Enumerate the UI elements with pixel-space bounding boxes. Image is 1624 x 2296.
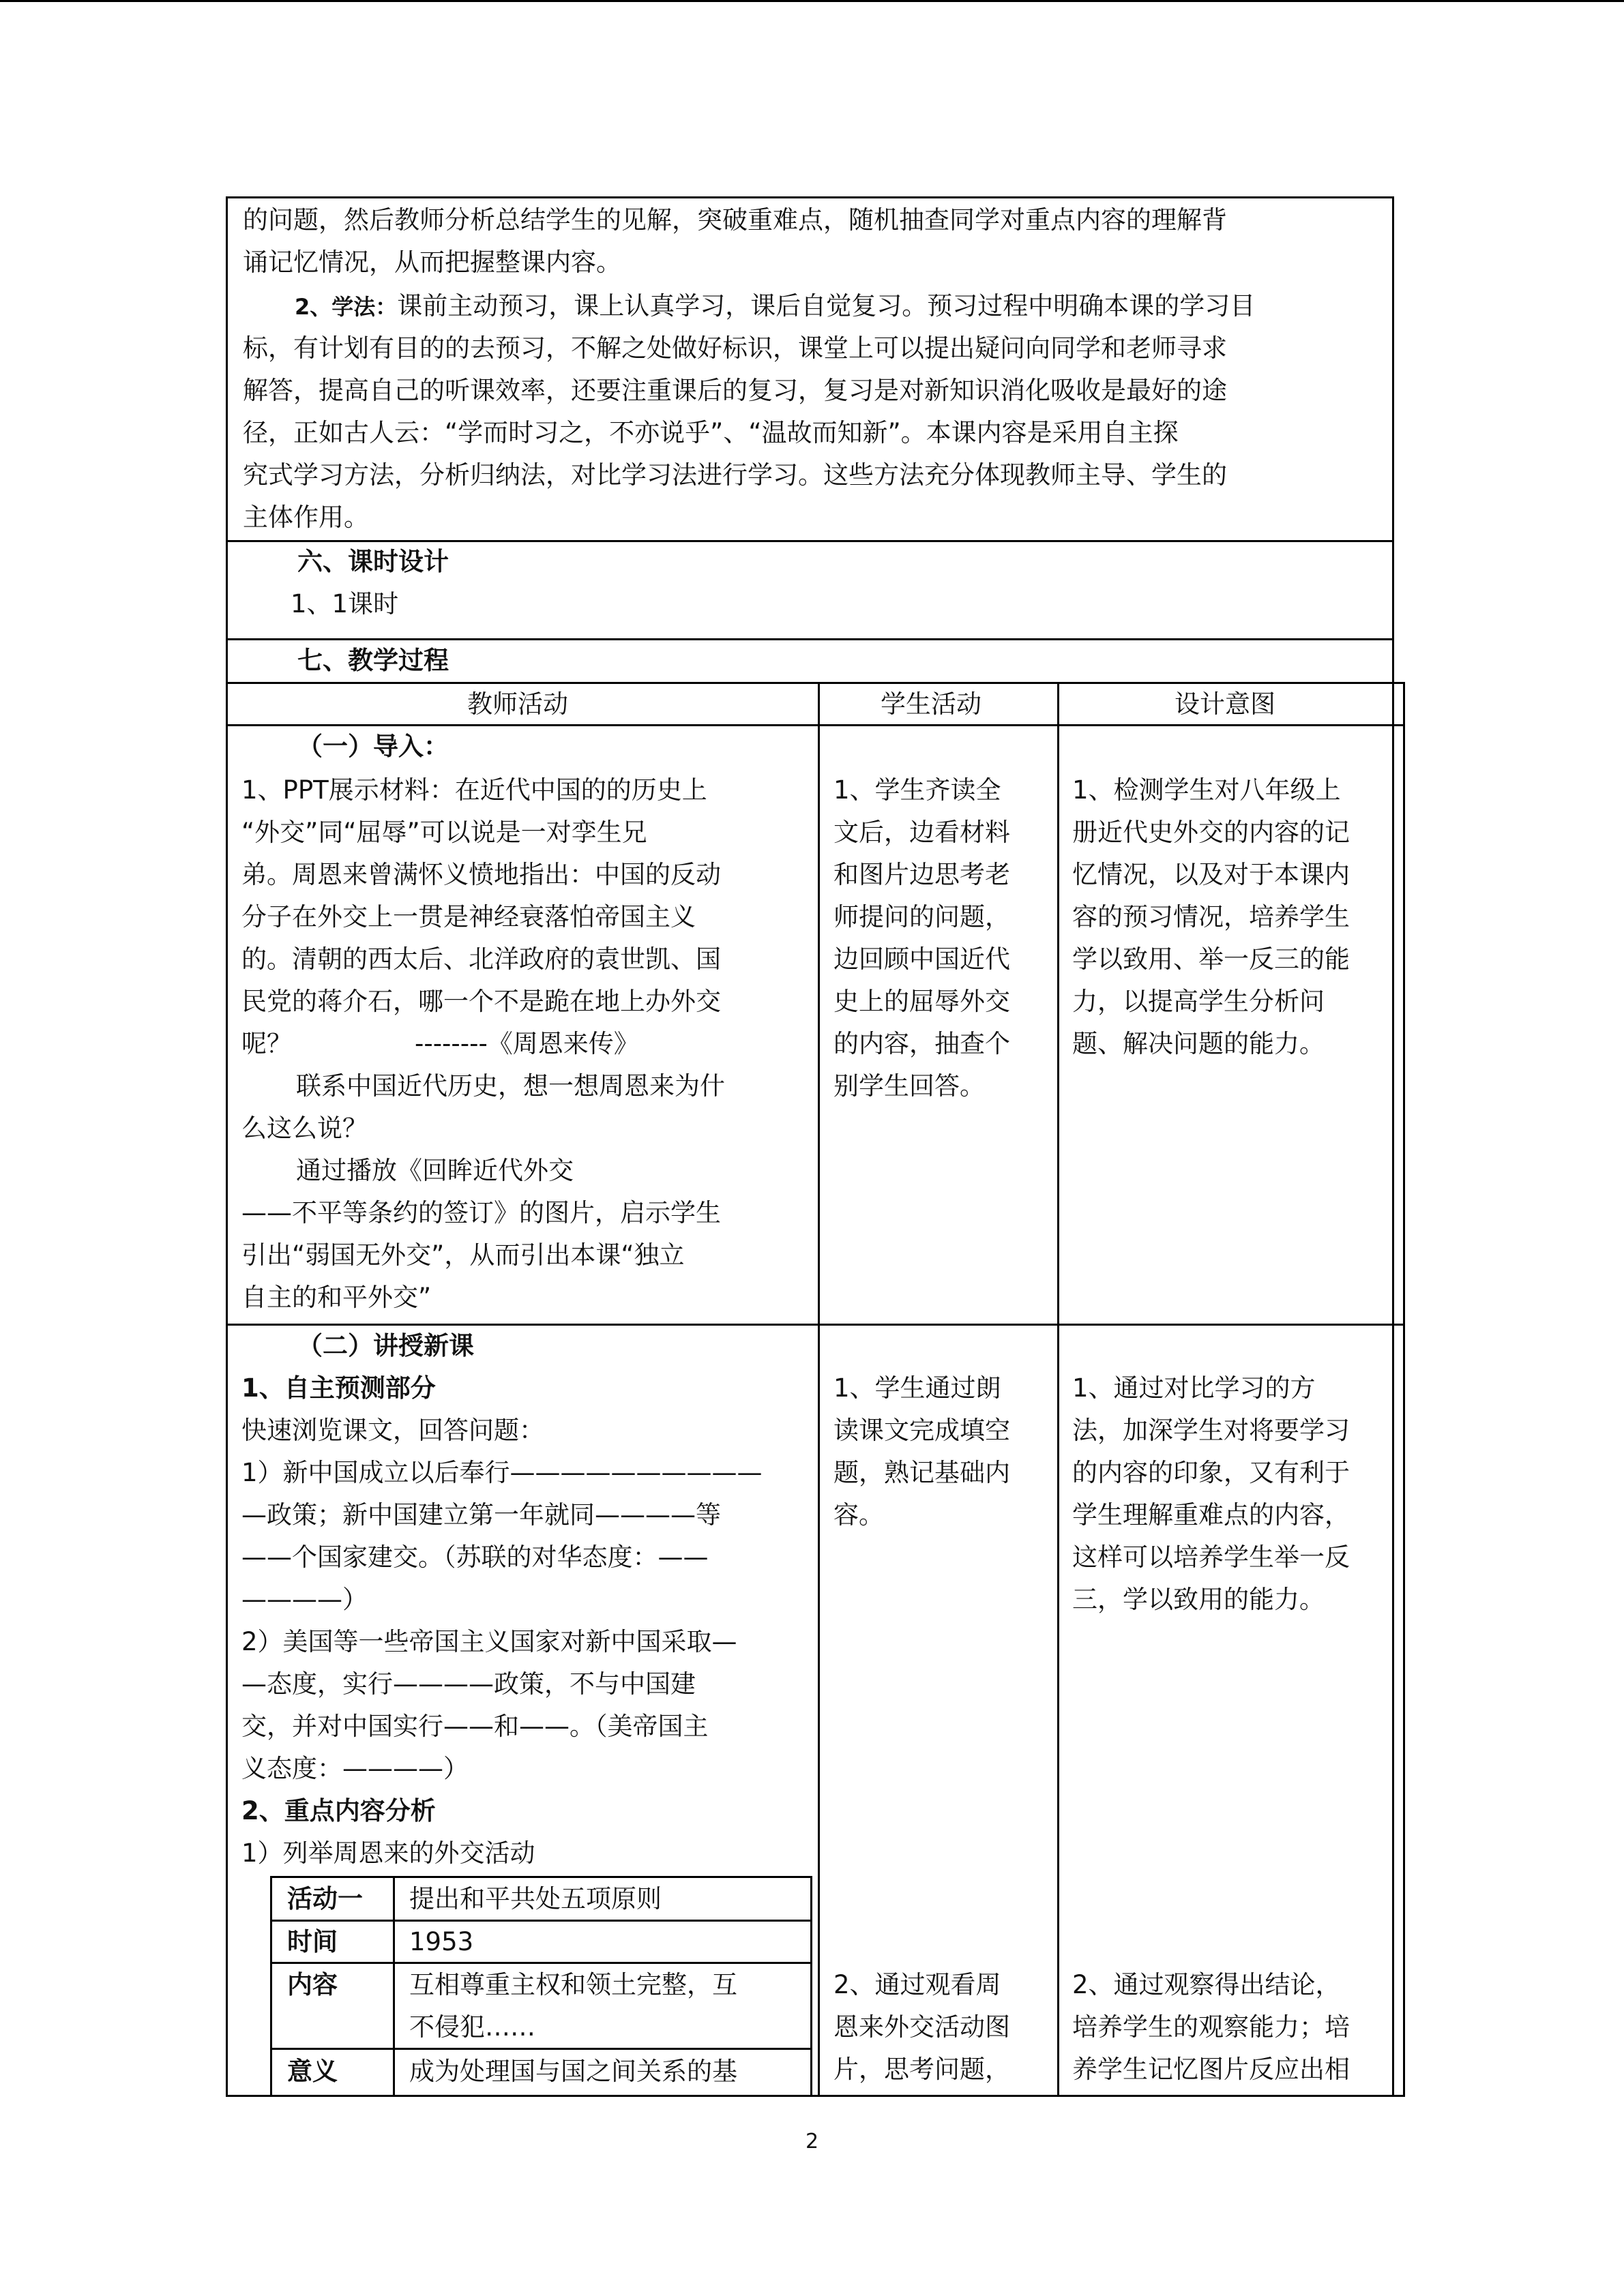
inner-value-activity: 提出和平共处五项原则 [409, 1884, 662, 1913]
inner-table-right [810, 1876, 812, 2097]
row2-design-line: 1、通过对比学习的方 [1072, 1373, 1316, 1403]
xuefa-paragraph-first-line [295, 285, 1255, 328]
method-paragraph-line-2: 诵记忆情况，从而把握整课内容。 [243, 248, 621, 277]
row2-teacher-text [241, 1367, 763, 1875]
upper-box-top-border [226, 196, 1394, 198]
xuefa-line-4: 径，正如古人云：“学而时习之，不亦说乎”、“温故而知新”。本课内容是采用自主探 [243, 418, 1179, 447]
row1-play-line: 通过播放《回眸近代外交 [296, 1156, 574, 1185]
row2-design-line: 法，加深学生对将要学习 [1072, 1416, 1350, 1445]
section6-title: 六、课时设计 [297, 547, 449, 576]
inner-value-time: 1953 [409, 1927, 474, 1956]
row1-teacher-line: 弟。周恩来曾满怀义愤地指出：中国的反动 [241, 860, 721, 889]
row1-design-line: 学以致用、举一反三的能 [1072, 944, 1350, 974]
row1-quote-end: 呢？ [241, 1029, 292, 1058]
row2-heading: （二）讲授新课 [297, 1331, 474, 1360]
row2-student-line: 片，思考问题， [833, 2055, 1010, 2084]
row2-student-line: 题，熟记基础内 [833, 1458, 1010, 1487]
row1-quote-source: --------《周恩来传》 [415, 1029, 639, 1058]
row2-teacher-line: —政策；新中国建立第一年就同————等 [241, 1500, 721, 1530]
xuefa-label: 2、学法： [295, 294, 398, 320]
row2-teacher-line: 2）美国等一些帝国主义国家对新中国采取— [241, 1627, 737, 1656]
inner-key-activity: 活动一 [287, 1884, 363, 1913]
row2-subheading-2: 2、重点内容分析 [241, 1796, 436, 1825]
xuefa-line-3: 解答，提高自己的听课效率，还要注重课后的复习，复习是对新知识消化吸收是最好的途 [243, 376, 1227, 405]
xuefa-line-5: 究式学习方法，分析归纳法，对比学习法进行学习。这些方法充分体现教师主导、学生的 [243, 460, 1227, 490]
row2-teacher-line: 义态度：————） [241, 1754, 469, 1783]
row1-teacher-line: 民党的蒋介石，哪一个不是跪在地上办外交 [241, 987, 721, 1016]
page-number: 2 [805, 2130, 819, 2153]
table-divider-3 [1392, 682, 1394, 2097]
row2-teacher-line: —态度，实行————政策，不与中国建 [241, 1669, 696, 1699]
row2-design-line: 学生理解重难点的内容， [1072, 1500, 1350, 1530]
table-divider-2 [1057, 682, 1059, 2097]
xuefa-first-text: 课前主动预习，课上认真学习，课后自觉复习。预习过程中明确本课的学习目 [397, 291, 1256, 320]
table-bottom-border [226, 2095, 1404, 2097]
method-paragraph-line-1: 的问题，然后教师分析总结学生的见解，突破重难点，随机抽查同学对重点内容的理解背 [243, 205, 1227, 235]
row1-student-line: 别学生回答。 [833, 1071, 985, 1101]
row2-teacher-line: ————） [241, 1585, 368, 1614]
row2-student-text-b [833, 1964, 1010, 2091]
row2-list-intro: 1）列举周恩来的外交活动 [241, 1838, 535, 1868]
row1-design-line: 1、检测学生对八年级上 [1072, 775, 1341, 805]
row2-teacher-line: 快速浏览课文，回答问题： [241, 1416, 544, 1445]
row2-student-line: 1、学生通过朗 [833, 1373, 1001, 1403]
row2-student-line: 容。 [833, 1500, 884, 1530]
row1-design-line: 忆情况，以及对于本课内 [1072, 860, 1350, 889]
row1-teacher-text [241, 769, 725, 1319]
upper-box-right-border [1392, 196, 1394, 683]
section6-content: 1、1课时 [291, 589, 399, 618]
row2-teacher-line: 交，并对中国实行——和——。（美帝国主 [241, 1712, 709, 1741]
row1-play-line: 自主的和平外交” [241, 1283, 432, 1312]
inner-value-content-line: 不侵犯…… [409, 2012, 535, 2042]
table-right-border [1403, 682, 1405, 2097]
row1-question-line: 联系中国近代历史，想一想周恩来为什 [296, 1071, 725, 1101]
row1-heading: （一）导入： [297, 732, 449, 761]
header-student-activity: 学生活动 [881, 689, 981, 719]
row2-design-text-b [1072, 1964, 1350, 2091]
upper-box-left-border [226, 196, 228, 683]
xuefa-line-2: 标，有计划有目的的去预习，不解之处做好标识，课堂上可以提出疑问向同学和老师寻求 [243, 333, 1227, 363]
row1-teacher-line: 分子在外交上一贯是神经衰落怕帝国主义 [241, 902, 696, 931]
row1-design-line: 册近代史外交的内容的记 [1072, 818, 1350, 847]
row1-student-line: 师提问的问题， [833, 902, 1010, 931]
row1-student-line: 的内容，抽查个 [833, 1029, 1010, 1058]
row1-design-text [1072, 769, 1350, 1065]
row1-design-line: 容的预习情况，培养学生 [1072, 902, 1350, 931]
row1-design-line: 力，以提高学生分析问 [1072, 987, 1325, 1016]
header-teacher-activity: 教师活动 [467, 689, 568, 719]
xuefa-line-6: 主体作用。 [243, 503, 369, 532]
header-design-intent: 设计意图 [1175, 689, 1275, 719]
inner-value-content-line: 互相尊重主权和领土完整，互 [409, 1970, 737, 1999]
inner-table-row-line [270, 2048, 812, 2050]
inner-key-content: 内容 [287, 1970, 338, 1999]
row1-teacher-line: 的。清朝的西太后、北洋政府的袁世凯、国 [241, 944, 721, 974]
inner-key-time: 时间 [287, 1927, 338, 1956]
row1-student-line: 边回顾中国近代 [833, 944, 1010, 974]
row1-quote-line [241, 1023, 725, 1065]
inner-key-significance: 意义 [287, 2057, 338, 2086]
row2-student-line: 恩来外交活动图 [833, 2012, 1010, 2042]
inner-table-left [270, 1876, 272, 2097]
inner-value-significance: 成为处理国与国之间关系的基 [409, 2057, 737, 2086]
row2-subheading-1: 1、自主预测部分 [241, 1373, 436, 1403]
table-left-border [226, 682, 228, 2097]
row1-student-line: 和图片边思考老 [833, 860, 1010, 889]
row2-design-text-a [1072, 1367, 1350, 1621]
section7-title: 七、教学过程 [297, 646, 449, 675]
row1-student-text [833, 769, 1010, 1107]
row2-design-line: 这样可以培养学生举一反 [1072, 1542, 1350, 1572]
row2-teacher-line: ——个国家建交。（苏联的对华态度：—— [241, 1542, 709, 1572]
row2-design-line: 三，学以致用的能力。 [1072, 1585, 1325, 1614]
table-divider-1 [818, 682, 820, 2097]
row2-design-line: 养学生记忆图片反应出相 [1072, 2055, 1350, 2084]
row2-student-line: 读课文完成填空 [833, 1416, 1010, 1445]
row1-play-line: ——不平等条约的签订》的图片，启示学生 [241, 1198, 721, 1227]
row2-teacher-line: 1）新中国成立以后奉行—————————— [241, 1458, 763, 1487]
row1-design-line: 题、解决问题的能力。 [1072, 1029, 1325, 1058]
row2-design-line: 的内容的印象，又有利于 [1072, 1458, 1350, 1487]
row2-design-line: 培养学生的观察能力；培 [1072, 2012, 1350, 2042]
row2-student-text-a [833, 1367, 1010, 1536]
row2-student-line: 2、通过观看周 [833, 1970, 1001, 1999]
row1-teacher-line: 1、PPT展示材料：在近代中国的的历史上 [241, 775, 707, 805]
row1-student-line: 史上的屈辱外交 [833, 987, 1010, 1016]
row1-question-line: 么这么说？ [241, 1114, 368, 1143]
row2-design-line: 2、通过观察得出结论， [1072, 1970, 1341, 1999]
row1-student-line: 文后，边看材料 [833, 818, 1010, 847]
row1-teacher-line: “外交”同“屈辱”可以说是一对孪生兄 [241, 818, 647, 847]
row1-student-line: 1、学生齐读全 [833, 775, 1001, 805]
inner-table-divider [393, 1876, 395, 2097]
row1-play-line: 引出“弱国无外交”，从而引出本课“独立 [241, 1240, 685, 1270]
